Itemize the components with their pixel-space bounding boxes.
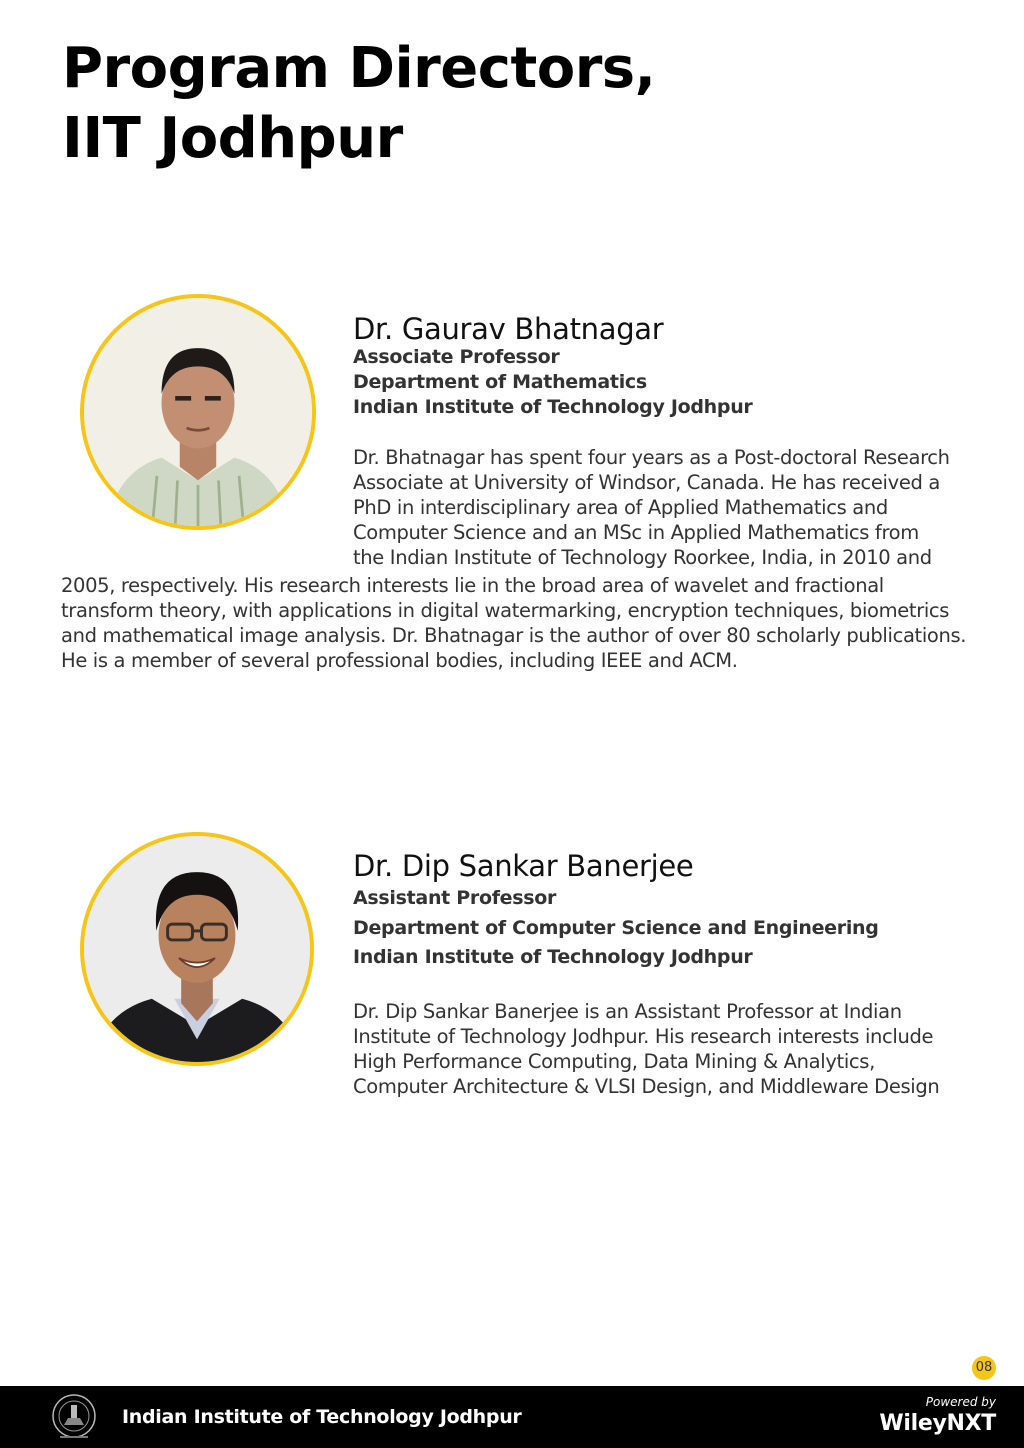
director-details [353, 884, 879, 973]
director-bio-lower [61, 573, 966, 673]
director-bio-upper [353, 445, 950, 570]
bio-line: Computer Science and an MSc in Applied Mathematics from [353, 521, 919, 544]
powered-by-label: Powered by [925, 1395, 996, 1409]
footer-institute-name: Indian Institute of Technology Jodhpur [122, 1406, 522, 1428]
director-photo-dip-sankar-banerjee [80, 832, 314, 1066]
director-bio [353, 999, 939, 1099]
director-photo-gaurav-bhatnagar [80, 294, 316, 530]
page-number-badge: 08 [972, 1356, 996, 1380]
director-institute: Indian Institute of Technology Jodhpur [353, 396, 753, 418]
bio-line: 2005, respectively. His research interests lie in the broad area of wavelet and fractional [61, 574, 884, 597]
brand-logo-text: WileyNXT [879, 1411, 996, 1436]
director-position: Assistant Professor [353, 887, 557, 909]
page-title [62, 34, 655, 174]
bio-line: Institute of Technology Jodhpur. His research interests include [353, 1025, 934, 1048]
bio-line: Dr. Bhatnagar has spent four years as a Post-doctoral Research [353, 446, 950, 469]
bio-line: the Indian Institute of Technology Roorkee, India, in 2010 and [353, 546, 932, 569]
bio-line: Dr. Dip Sankar Banerjee is an Assistant Professor at Indian [353, 1000, 902, 1023]
director-details [353, 345, 753, 420]
bio-line: He is a member of several professional bodies, including IEEE and ACM. [61, 649, 738, 672]
bio-line: transform theory, with applications in digital watermarking, encryption techniques, biometrics [61, 599, 950, 622]
footer-bar [0, 1386, 1024, 1448]
director-name: Dr. Gaurav Bhatnagar [353, 312, 664, 346]
bio-line: High Performance Computing, Data Mining & Analytics, [353, 1050, 875, 1073]
bio-line: and mathematical image analysis. Dr. Bhatnagar is the author of over 80 scholarly publications. [61, 624, 967, 647]
director-position: Associate Professor [353, 346, 560, 368]
bio-line: Associate at University of Windsor, Canada. He has received a [353, 471, 940, 494]
iit-jodhpur-emblem-icon [50, 1392, 98, 1442]
director-department: Department of Mathematics [353, 371, 647, 393]
director-department: Department of Computer Science and Engineering [353, 916, 879, 939]
director-name: Dr. Dip Sankar Banerjee [353, 849, 694, 883]
bio-line: Computer Architecture & VLSI Design, and Middleware Design [353, 1075, 940, 1098]
page-title-line-1: Program Directors, [62, 36, 656, 101]
director-institute: Indian Institute of Technology Jodhpur [353, 946, 753, 968]
bio-line: PhD in interdisciplinary area of Applied Mathematics and [353, 496, 888, 519]
page-title-line-2: IIT Jodhpur [62, 106, 403, 171]
